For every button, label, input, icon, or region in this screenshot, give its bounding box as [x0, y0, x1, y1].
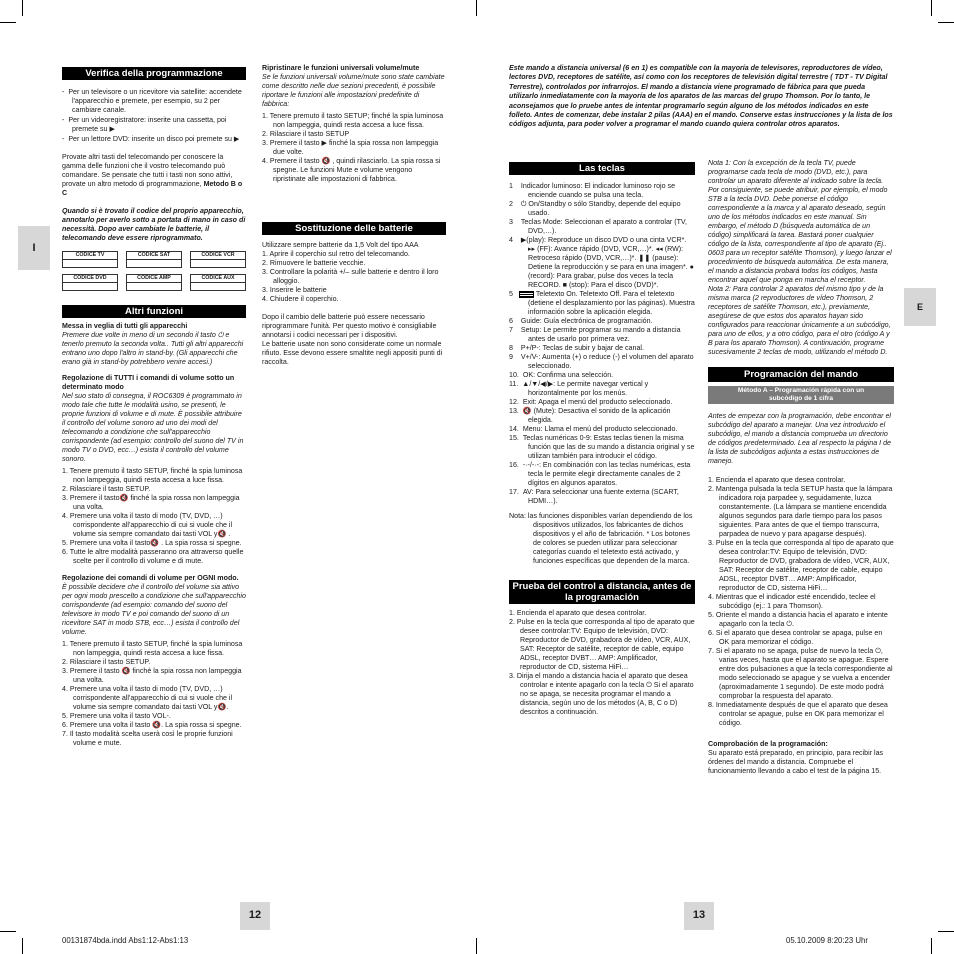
step: 2. Rilasciare il tasto SETUP — [262, 130, 350, 138]
step: 2. Mantenga pulsada la tecla SETUP hasta que la lámpara indicadora roja parpadee y, seguidamente, luzca constantemente. (La lámpara se mantiene encendida algunos segundos para darle tiempo para los pasos siguientes. Para antes de que el tiempo transcurra, parpadea de nuevo y para apagarse después). — [708, 485, 893, 538]
step: 3. Pulse en la tecla que corresponda al tipo de aparato que desea controlar:TV: Equipo de televisión, DVD: Reproductor de DVD, grabadora de vídeo, VCR, AUX, SAT: Receptor de satélite, receptor de cable, equipo ADSL, receptor DVBT… AMP: Amplificador, reproductor de CD, sistema HiFi… — [708, 539, 894, 592]
step: 7. Il tasto modalità scelta userà così le proprie funzioni volume e mute. — [62, 730, 233, 747]
it-column-2 — [262, 64, 446, 374]
list-item: - Per un televisore o un ricevitore via satellite: accendete l'apparecchio e premete, per esempio, su 2 per cambiare canale. — [62, 88, 242, 114]
section-header-altri: Altri funzioni — [62, 305, 246, 318]
intro-paragraph: Este mando a distancia universal (6 en 1) es compatible con la mayoría de televisores, reproductores de vídeo, lectores DVD, receptores de satélite, así como con los receptores de televisión digital terrestre ( TDT - TV Digital Terrestre), controlados por infrarrojos. El mando a distancia viene programado de fábrica para que pueda utilizarlo inmediatamente con la mayoría de los aparatos de las marcas del grupo Thomson. Por lo tanto, le aconsejamos que lo pruebe antes de intentar programarlo según alguno de los métodos indicados en este folleto. Antes de comenzar, debe instalar 2 pilas (AAA) en el mando. Conserve estas instrucciones y la lista de los códigos adjunta, para poder volver a programar el mando cuando quiera controlar otros aparatos. — [509, 64, 893, 129]
crop-mark — [476, 938, 477, 954]
footer-file-info: 00131874bda.indd Abs1:12-Abs1:13 — [62, 936, 189, 945]
batterie-para-2: Le batterie usate non sono considerate come un normale rifiuto. Esse devono essere smaltite negli appositi punti di raccolta. — [262, 340, 443, 366]
tecla-item: 7 Setup: Le permite programar su mando a distancia antes de usarlo por primera vez. — [509, 326, 681, 343]
ripristinare-section: Ripristinare le funzioni universali volume/mute Se le funzioni universali volume/mute sono state cambiate come descritto nelle due sezioni precedenti, è possibile riportare le funzioni alle impostazioni predefinite di fabbrica: — [262, 64, 445, 108]
step: 6. Si el aparato que desea controlar se apaga, pulse en OK para memorizar el código. — [708, 629, 883, 646]
batterie-para-1: Dopo il cambio delle batterie può essere necessario riprogrammare l'unità. Per questo motivo è consigliabile annotarsi i codici necessari per i dispositivi. — [262, 313, 437, 339]
tecla-item: 5 Teletexto On. Teletexto Off. Para el teletexto (detiene el desplazamiento por las páginas). Muestra información sobre la aplicación elegida. — [509, 290, 695, 316]
step: 2. Rilasciare il tasto SETUP. — [62, 658, 151, 666]
section-header-batterie: Sostituzione delle batterie — [262, 222, 446, 235]
footer-date: 05.10.2009 8:20:23 Uhr — [786, 936, 868, 945]
tecla-item: 9 V+/V-: Aumenta (+) o reduce (-) el volumen del aparato seleccionado. — [509, 353, 694, 370]
tecla-item: 8 P+/P-: Teclas de subir y bajar de canal. — [509, 344, 644, 352]
list-item: - Per un videoregistratore: inserite una cassetta, poi premete su ▶ — [62, 116, 227, 133]
tecla-item: 15. Teclas numéricas 0-9: Estas teclas tienen la misma función que las de su mando a distancia original y se utilizan también para introducir el código. — [509, 434, 695, 460]
step: 1. Aprire il coperchio sul retro del telecomando. — [262, 250, 410, 258]
crop-mark — [0, 931, 16, 932]
crop-mark — [476, 0, 477, 16]
tecla-item: 16. -·-/-·-: En combinación con las teclas numéricas, esta tecla le permite elegir directamente canales de 2 dígitos en algunos aparatos. — [509, 461, 691, 487]
code-box-dvd: CODICE DVD — [62, 274, 118, 291]
step: 4. Premere una volta il tasto di modo (TV, DVD, …) corrispondente all'apparecchio di cui si vuole che il volume sia sempre comandato dai tasti VOL y🔇 . — [62, 512, 233, 538]
tecla-item: 13. 🔇 (Mute): Desactiva el sonido de la aplicación elegida. — [509, 407, 671, 424]
step: 1. Encienda el aparato que desea controlar. — [708, 476, 846, 484]
step: 1. Tenere premuto il tasto SETUP, finché la spia luminosa non lampeggia, quindi resta accesa a luce fissa. — [62, 640, 243, 657]
batterie-steps — [262, 250, 446, 304]
tecla-item: 17. AV: Para seleccionar una fuente externa (SCART, HDMI…). — [509, 488, 679, 505]
section-header-programacion: Programación del mando — [708, 367, 894, 382]
reg-tutti-steps — [62, 467, 246, 566]
step: 2. Pulse en la tecla que corresponda al tipo de aparato que desee controlar:TV: Equipo de televisión, DVD: Reproductor de DVD, grabadora de vídeo, VCR, AUX, SAT: Receptor de satélite, receptor de cable, equipo ADSL, receptor DVBT… AMP: Amplificador, reproductor de CD, sistema HiFi… — [509, 618, 695, 671]
reg-tutti-section: Regolazione di TUTTI i comandi di volume sotto un determinato modo Nel suo stato di consegna, il ROC6309 è programmato in modo tale che tutte le modalità usino, se presenti, le proprie funzioni di volume e di mute. È possibile attribuire il controllo del volume sonoro ad uno dei modi del telecomando a condizione che sull'apparecchio corrispondente (ad esempio: controllo del suono del TV in modo TV o DVD, ecc…) esista il controllo del volume sonoro. — [62, 374, 244, 463]
reg-modo-steps — [62, 640, 246, 748]
step: 5. Premere una volta il tasto🔇 . La spia rossa si spegne. — [62, 539, 242, 547]
tecla-item: 6 Guide: Guía electrónica de programación. — [509, 317, 653, 325]
step: 3. Premere il tasto 🔇 finché la spia rossa non lampeggia una volta. — [62, 667, 242, 684]
section-header-prueba: Prueba del control a distancia, antes de la programación — [509, 580, 695, 604]
step: 6. Premere una volta il tasto 🔇. La spia rossa si spegne. — [62, 721, 242, 729]
step: 6. Tutte le altre modalità passeranno ora attraverso quelle scelte per il controllo di volume e di mute. — [62, 548, 244, 565]
code-row — [62, 251, 246, 268]
tecla-item: 10. OK: Confirma una selección. — [509, 371, 614, 379]
reg-modo-section: Regolazione dei comandi di volume per OGNI modo. È possibile decidere che il controllo del volume sia attivo per ogni modo prescelto a condizione che sull'apparecchio corrispondente (ad esempio: comando del suono del televisore in modo TV e poi comando del suono di un ricevitore SAT in modo STB, ecc…) esista il controllo del volume. — [62, 574, 246, 636]
code-box-aux: CODICE AUX — [190, 274, 246, 291]
prueba-steps — [509, 609, 695, 717]
section-header-verifica: Verifica della programmazione — [62, 67, 246, 80]
code-box-sat: CODICE SAT — [126, 251, 182, 268]
section-header-teclas: Las teclas — [509, 162, 695, 175]
code-row — [62, 274, 246, 291]
step: 7. Si el aparato no se apaga, pulse de nuevo la tecla ⏻, varias veces, hasta que el aparato se apague. Espere entre dos pulsaciones a que la tecla correspondiente al modo seleccionado se apague y se vuelva a encender (aproximadamente 1 segundo). De este modo podrá comprobar la respuesta del aparato. — [708, 647, 893, 700]
crop-mark — [938, 22, 954, 23]
es-column-1 — [509, 159, 695, 725]
code-box-vcr: CODICE VCR — [190, 251, 246, 268]
crop-mark — [938, 931, 954, 932]
step: 5. Premere una volta il tasto VOL-. — [62, 712, 171, 720]
crop-mark — [931, 0, 932, 16]
step: 5. Oriente el mando a distancia hacia el aparato e intente apagarlo con la tecla ⏻. — [708, 611, 888, 628]
code-box-tv: CODICE TV — [62, 251, 118, 268]
step: 4. Premere il tasto 🔇 , quindi rilasciarlo. La spia rossa si spegne. Le funzioni Mute e volume vengono ripristinate alle impostazioni di fabbrica. — [262, 157, 441, 183]
section-subheader-metodo-a: Método A – Programación rápida con un subcódigo de 1 cifra — [708, 386, 894, 404]
step: 3. Dirija el mando a distancia hacia el aparato que desea controlar e intente apagarlo con la tecla ⏻ Si el aparato no se apaga, se necesita programar el mando a distancia, según uno de los métodos (A, B, C o D) descritos a continuación. — [509, 672, 694, 716]
step: 2. Rilasciare il tasto SETUP. — [62, 485, 151, 493]
es-column-2 — [708, 159, 894, 783]
step: 4. Chiudere il coperchio. — [262, 295, 339, 303]
language-tab-it — [18, 226, 50, 270]
teclas-note: Nota: las funciones disponibles varían dependiendo de los dispositivos utilizados, los fabricantes de dichos dispositivos y el año de fabricación. * Los botones de colores se pueden utilizar para seleccionar categorías cuando el teletexto está activado, y funciones específicas que dependen de la marca. — [509, 512, 693, 565]
language-tab-label: E — [916, 302, 923, 312]
verifica-paragraph: Provate altri tasti del telecomando per conoscere la gamma delle funzioni che il vostro telecomando può comandare. Se pensate che tutti i tasti non sono attivi, provate un altro metodo di programmazione, Metodo B o C — [62, 153, 243, 197]
crop-mark — [22, 938, 23, 954]
step: 2. Rimuovere le batterie vecchie. — [262, 259, 366, 267]
batterie-intro: Utilizzare sempre batterie da 1,5 Volt del tipo AAA — [262, 241, 419, 249]
language-tab-es — [904, 288, 936, 326]
metodo-intro: Antes de empezar con la programación, debe encontrar el subcódigo del aparato a manejar. Una vez introducido el subcódigo, el mando a distancia comprueba un directorio de códigos predeterminado. Lea al respecto la página I de la lista de subcódigos adjunta a estas instrucciones de manejo. — [708, 412, 891, 465]
tecla-item: 12. Exit: Apaga el menú del producto seleccionado. — [509, 398, 673, 406]
page-number-left: 12 — [240, 902, 270, 930]
verifica-list — [62, 88, 246, 144]
crop-mark — [0, 22, 16, 23]
tecla-item: 1 Indicador luminoso: El indicador luminoso rojo se enciende cuando se pulsa una tecla. — [509, 182, 676, 199]
tecla-item: 3 Teclas Mode: Seleccionan el aparato a controlar (TV, DVD,…). — [509, 218, 687, 235]
language-tab-label: I — [32, 242, 36, 254]
step: 3. Premere il tasto🔇 finché la spia rossa non lampeggia una volta. — [62, 494, 240, 511]
tecla-item: 14. Menu: Llama el menú del producto seleccionado. — [509, 425, 678, 433]
step: 4. Mientras que el indicador esté encendido, teclee el subcódigo (ej.: 1 para Thomson). — [708, 593, 876, 610]
it-column-1 — [62, 64, 246, 756]
teletext-icon — [519, 291, 534, 298]
step: 3. Premere il tasto ▶ finché la spia rossa non lampeggia due volte. — [262, 139, 439, 156]
list-item: - Per un lettore DVD: inserite un disco poi premete su ▶ — [62, 135, 240, 143]
crop-mark — [22, 0, 23, 16]
step: 1. Tenere premuto il tasto SETUP, finché la spia luminosa non lampeggia, quindi resta accesa a luce fissa. — [62, 467, 243, 484]
comprobacion-section: Comprobación de la programación: Su aparato está preparado, en principio, para recibir las órdenes del mando a distancia. Compruebe el funcionamiento llevando a cabo el test de la página 15. — [708, 740, 884, 775]
code-boxes — [62, 251, 246, 291]
step: 3. Controllare la polarità +/– sulle batterie e dentro il loro alloggio. — [262, 268, 439, 285]
es-intro — [509, 64, 893, 137]
step: 8. Inmediatamente después de que el aparato que desea controlar se apague, pulse en OK para memorizar el código. — [708, 701, 888, 727]
tecla-item: 4 ▶(play): Reproduce un disco DVD o una cinta VCR*. ▸▸ (FF): Avance rápido (DVD, VCR,…)*. ◂◂ (RW): Retroceso rápido (DVD, VCR,…)*. ❚❚ (pause): Detiene la reproducción y se para en una imagen*. ● (record): Para grabar, pulse dos veces la tecla RECORD. ■ (stop): Para el disco (DVD)*. — [509, 236, 694, 289]
warning-note: Quando si è trovato il codice del proprio apparecchio, annotarlo per averlo sotto a portata di mano in caso di necessità. Dopo aver cambiate le batterie, il telecomando deve essere riprogrammato. — [62, 207, 246, 242]
metodo-steps — [708, 476, 894, 728]
nota-1: Nota 1: Con la excepción de la tecla TV, puede programarse cada tecla de modo (DVD, etc.), para controlar un aparato diferente al indicado sobre la tecla. Por consiguiente, se puede atribuir, por ejemplo, el modo STB a la tecla DVD. Debe ponerse el código correspondiente a la marca y al aparato deseado, según uno de los métodos indicados en este manual. Sin embargo, el método D (búsqueda automática de un código) simplificará la tarea. Bastará poner cualquier código de la lista, correspondiente al tipo de aparato (Ej.. 0603 para un receptor satélite Thomson), y luego lanzar el procedimiento de búsqueda automática. De esta manera, el mando a distancia probará todos los códigos, hasta encontrar aquel que ponga en marcha el receptor. — [708, 159, 892, 284]
crop-mark — [931, 938, 932, 954]
standby-section: Messa in veglia di tutti gli apparecchi Premere due volte in meno di un secondo il tasto ⏻ e tenerlo premuto la seconda volta.. Tutti gli altri apparecchi entrano uno dopo l'altro in stand-by. (Gli apparecchi che erano già in stand-by potrebbero venire accesi.) — [62, 322, 244, 366]
step: 3. Inserire le batterie — [262, 286, 327, 294]
step: 4. Premere una volta il tasto di modo (TV, DVD, …) corrispondente all'apparecchio di cui si vuole che il volume sia sempre comandato dai tasti VOL y🔇. — [62, 685, 233, 711]
code-box-amp: CODICE AMP — [126, 274, 182, 291]
nota-2: Nota 2: Para controlar 2 aparatos del mismo tipo y de la misma marca (2 reproductores de vídeo Thomson, 2 receptores de satélite Thomson, etc.), previamente, asegúrese de que estos dos aparatos hayan sido configurados para reaccionar únicamente a un subcódigo, para uno de ellos, y a otro código, para el otro (código A y B para los aparato Thomson). A continuación, programe sucesivamente 2 teclas de modo, utilizando el método D. — [708, 285, 891, 356]
page-number-right: 13 — [684, 902, 714, 930]
tecla-item: 2 ⏻ On/Standby o sólo Standby, depende del equipo usado. — [509, 200, 681, 217]
teclas-list — [509, 182, 695, 506]
tecla-item: 11. ▲/▼/◀/▶: Le permite navegar vertical y horizontalmente por los menús. — [509, 380, 649, 397]
step: 1. Encienda el aparato que desea controlar. — [509, 609, 647, 617]
step: 1. Tenere premuto il tasto SETUP; finché la spia luminosa non lampeggia, quindi resta accesa a luce fissa. — [262, 112, 444, 129]
ripristinare-steps — [262, 112, 446, 184]
